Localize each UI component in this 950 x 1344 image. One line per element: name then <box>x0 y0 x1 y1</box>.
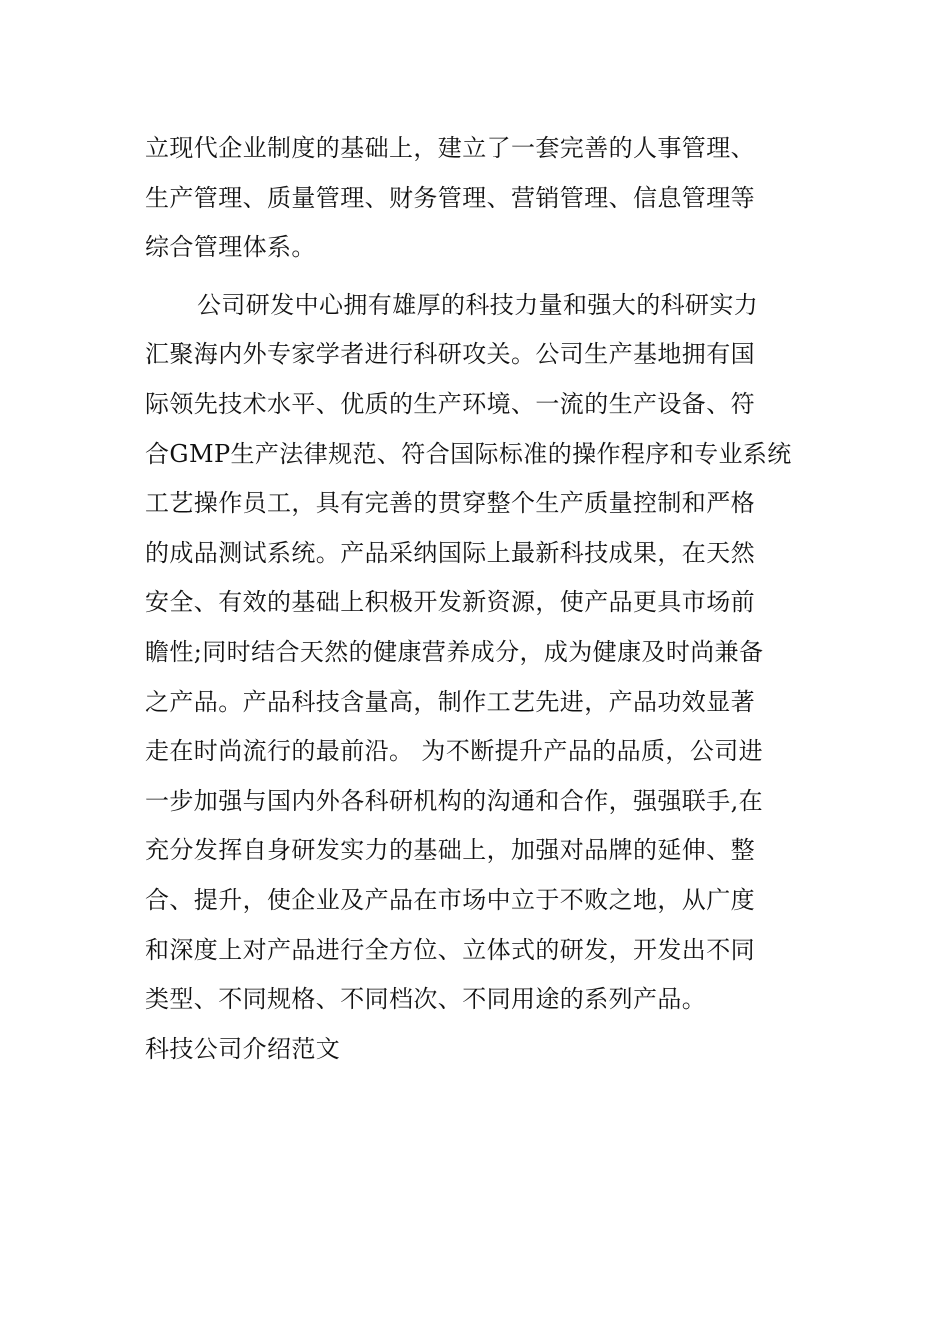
paragraph-line: 生产管理、质量管理、财务管理、营销管理、信息管理等 <box>145 183 755 212</box>
paragraph-line: 之产品。产品科技含量高，制作工艺先进，产品功效显著 <box>145 687 755 716</box>
paragraph-line: 瞻性;同时结合天然的健康营养成分，成为健康及时尚兼备 <box>145 637 764 666</box>
paragraph-1 <box>145 124 810 273</box>
paragraph-line: 充分发挥自身研发实力的基础上，加强对品牌的延伸、整 <box>145 836 755 865</box>
paragraph-line: 一步加强与国内外各科研机构的沟通和合作，强强联手,在 <box>145 786 764 815</box>
paragraph-line: 类型、不同规格、不同档次、不同用途的系列产品。 <box>145 985 707 1014</box>
paragraph-line: 立现代企业制度的基础上，建立了一套完善的人事管理、 <box>145 134 755 162</box>
document-body <box>145 124 810 1074</box>
paragraph-line: 综合管理体系。 <box>145 233 316 262</box>
paragraph-line: 的成品测试系统。产品采纳国际上最新科技成果，在天然 <box>145 538 755 567</box>
paragraph-line: 走在时尚流行的最前沿。 为不断提升产品的品质，公司进 <box>145 737 764 766</box>
paragraph-line: 工艺操作员工，具有完善的贯穿整个生产质量控制和严格 <box>145 489 755 518</box>
paragraph-line: 公司研发中心拥有雄厚的科技力量和强大的科研实力 <box>197 290 759 319</box>
paragraph-line: 合、提升，使企业及产品在市场中立于不败之地，从广度 <box>145 885 755 914</box>
paragraph-line: 安全、有效的基础上积极开发新资源，使产品更具市场前 <box>145 588 755 617</box>
paragraph-line: 合GMP生产法律规范、符合国际标准的操作程序和专业系统 <box>145 439 792 468</box>
paragraph-line: 和深度上对产品进行全方位、立体式的研发，开发出不同 <box>145 935 755 964</box>
paragraph-line: 汇聚海内外专家学者进行科研攻关。公司生产基地拥有国 <box>145 340 755 369</box>
paragraph-line: 际领先技术水平、优质的生产环境、一流的生产设备、符 <box>145 389 755 418</box>
paragraph-2 <box>145 281 810 1025</box>
paragraph-gap <box>145 273 810 281</box>
section-heading: 科技公司介绍范文 <box>145 1034 341 1063</box>
